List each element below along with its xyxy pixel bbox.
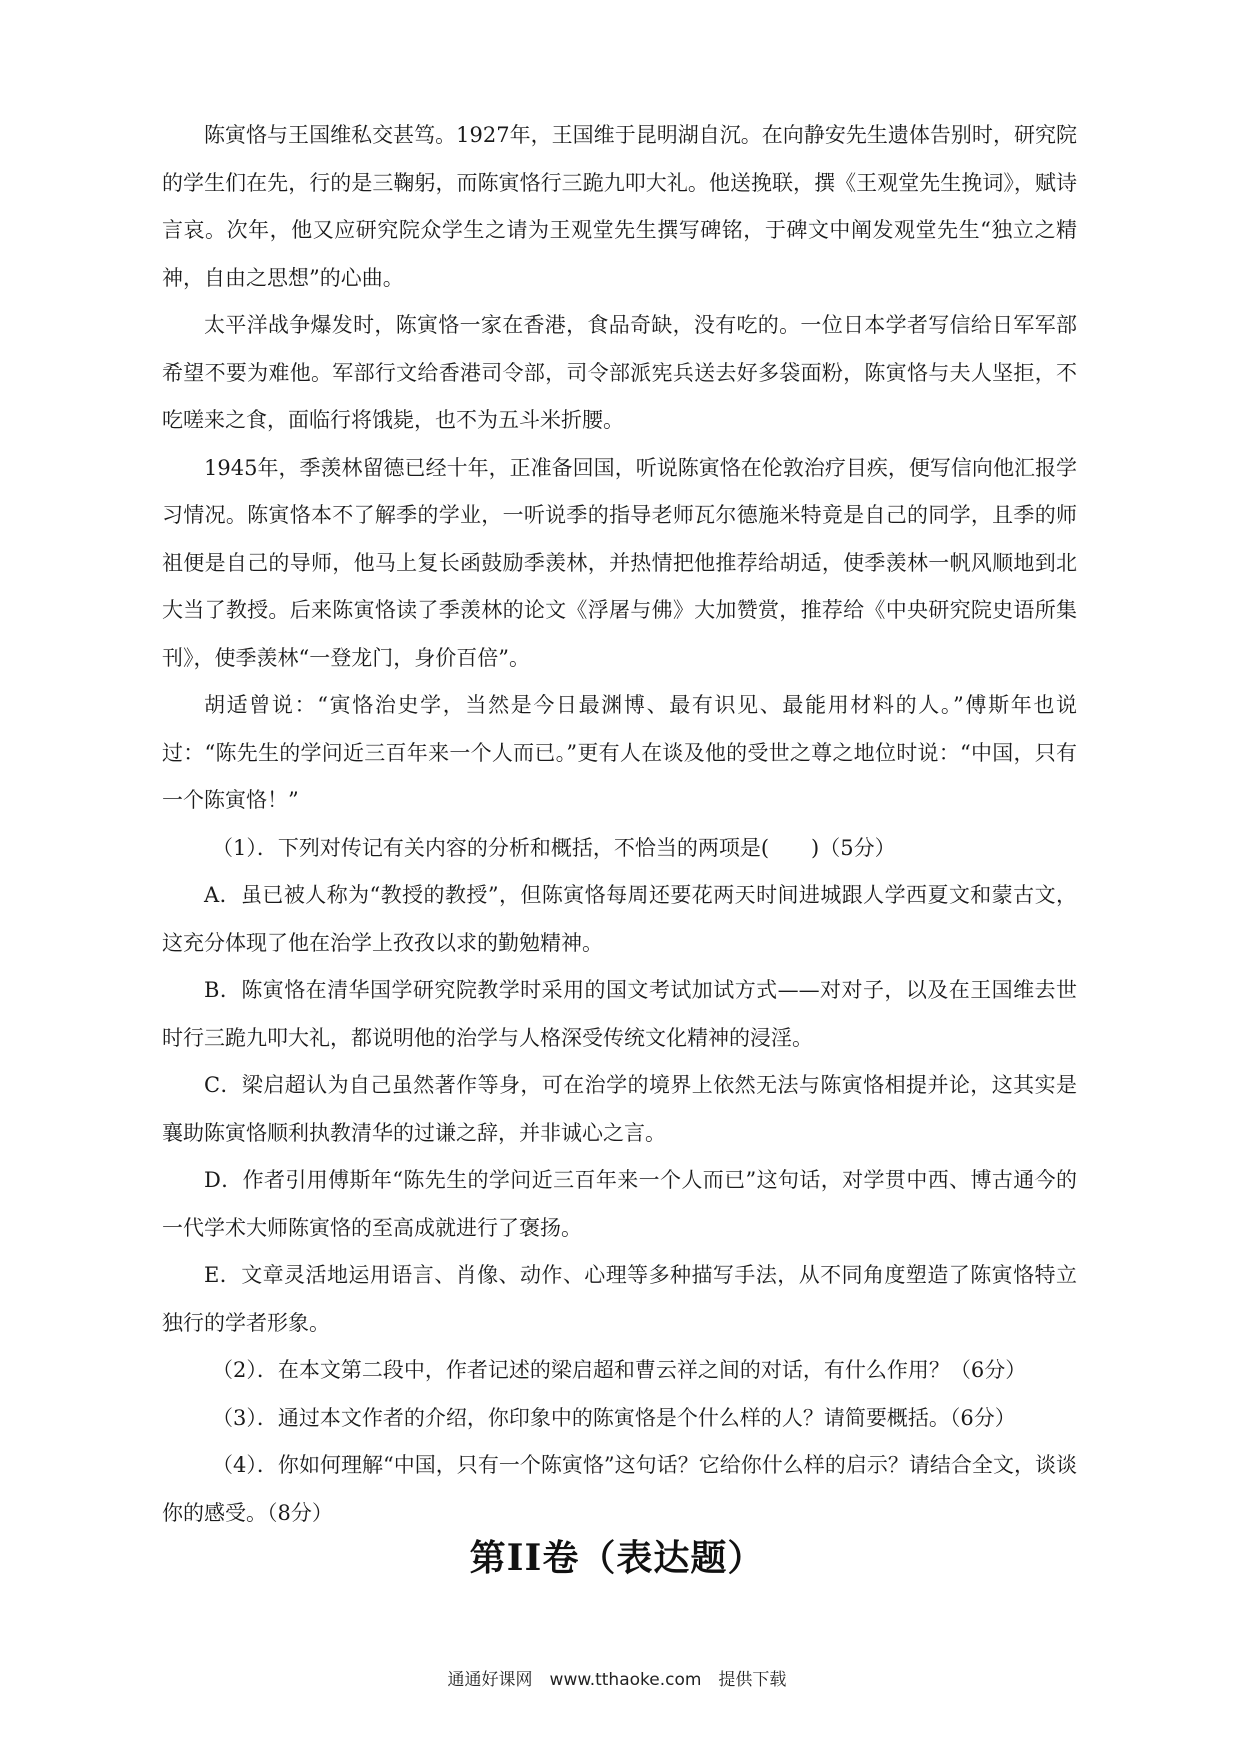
passage-paragraph-1: 陈寅恪与王国维私交甚笃。1927年，王国维于昆明湖自沉。在向静安先生遗体告别时，研究院的学生们在先，行的是三鞠躬，而陈寅恪行三跪九叩大礼。他送挽联，撰《王观堂先生挽词》，赋诗言哀。次年，他又应研究院众学生之请为王观堂先生撰写碑铭，于碑文中阐发观堂先生“独立之精神，自由之思想”的心曲。 — [162, 123, 1077, 290]
page-footer: 通通好课网 www.tthaoke.com 提供下载 — [447, 1670, 787, 1690]
section-title: 第II卷（表达题） — [469, 1537, 765, 1579]
question-3: （3）．通过本文作者的介绍，你印象中的陈寅恪是个什么样的人？请简要概括。（6分） — [212, 1405, 1016, 1430]
option-c: C．梁启超认为自己虽然著作等身，可在治学的境界上依然无法与陈寅恪相提并论，这其实是襄助陈寅恪顺利执教清华的过谦之辞，并非诚心之言。 — [162, 1073, 1077, 1145]
option-d: D．作者引用傅斯年“陈先生的学问近三百年来一个人而已”这句话，对学贯中西、博古通今的一代学术大师陈寅恪的至高成就进行了褒扬。 — [162, 1168, 1077, 1240]
option-b: B．陈寅恪在清华国学研究院教学时采用的国文考试加试方式——对对子，以及在王国维去世时行三跪九叩大礼，都说明他的治学与人格深受传统文化精神的浸淫。 — [162, 978, 1077, 1050]
passage-paragraph-3: 1945年，季羡林留德已经十年，正准备回国，听说陈寅恪在伦敦治疗目疾，便写信向他汇报学习情况。陈寅恪本不了解季的学业，一听说季的指导老师瓦尔德施米特竟是自己的同学，且季的师祖便是自己的导师，他马上复长函鼓励季羡林，并热情把他推荐给胡适，使季羡林一帆风顺地到北大当了教授。后来陈寅恪读了季羡林的论文《浮屠与佛》大加赞赏，推荐给《中央研究院史语所集刊》，使季羡林“一登龙门，身价百倍”。 — [162, 455, 1077, 670]
passage-body — [162, 112, 1077, 1537]
question-4: （4）．你如何理解“中国，只有一个陈寅恪”这句话？它给你什么样的启示？请结合全文，谈谈你的感受。（8分） — [162, 1453, 1077, 1525]
option-a: A．虽已被人称为“教授的教授”，但陈寅恪每周还要花两天时间进城跟人学西夏文和蒙古文，这充分体现了他在治学上孜孜以求的勤勉精神。 — [162, 883, 1077, 955]
passage-paragraph-2: 太平洋战争爆发时，陈寅恪一家在香港，食品奇缺，没有吃的。一位日本学者写信给日军军部希望不要为难他。军部行文给香港司令部，司令部派宪兵送去好多袋面粉，陈寅恪与夫人坚拒，不吃嗟来之食，面临行将饿毙，也不为五斗米折腰。 — [162, 313, 1077, 432]
question-2: （2）．在本文第二段中，作者记述的梁启超和曹云祥之间的对话，有什么作用？（6分） — [212, 1358, 1027, 1382]
option-e: E．文章灵活地运用语言、肖像、动作、心理等多种描写手法，从不同角度塑造了陈寅恪特立独行的学者形象。 — [162, 1263, 1077, 1335]
passage-paragraph-4: 胡适曾说：“寅恪治史学，当然是今日最渊博、最有识见、最能用材料的人。”傅斯年也说过：“陈先生的学问近三百年来一个人而已。”更有人在谈及他的受世之尊之地位时说：“中国，只有一个陈寅恪！” — [162, 693, 1077, 812]
question-1: （1）．下列对传记有关内容的分析和概括，不恰当的两项是( )（5分） — [212, 835, 896, 860]
